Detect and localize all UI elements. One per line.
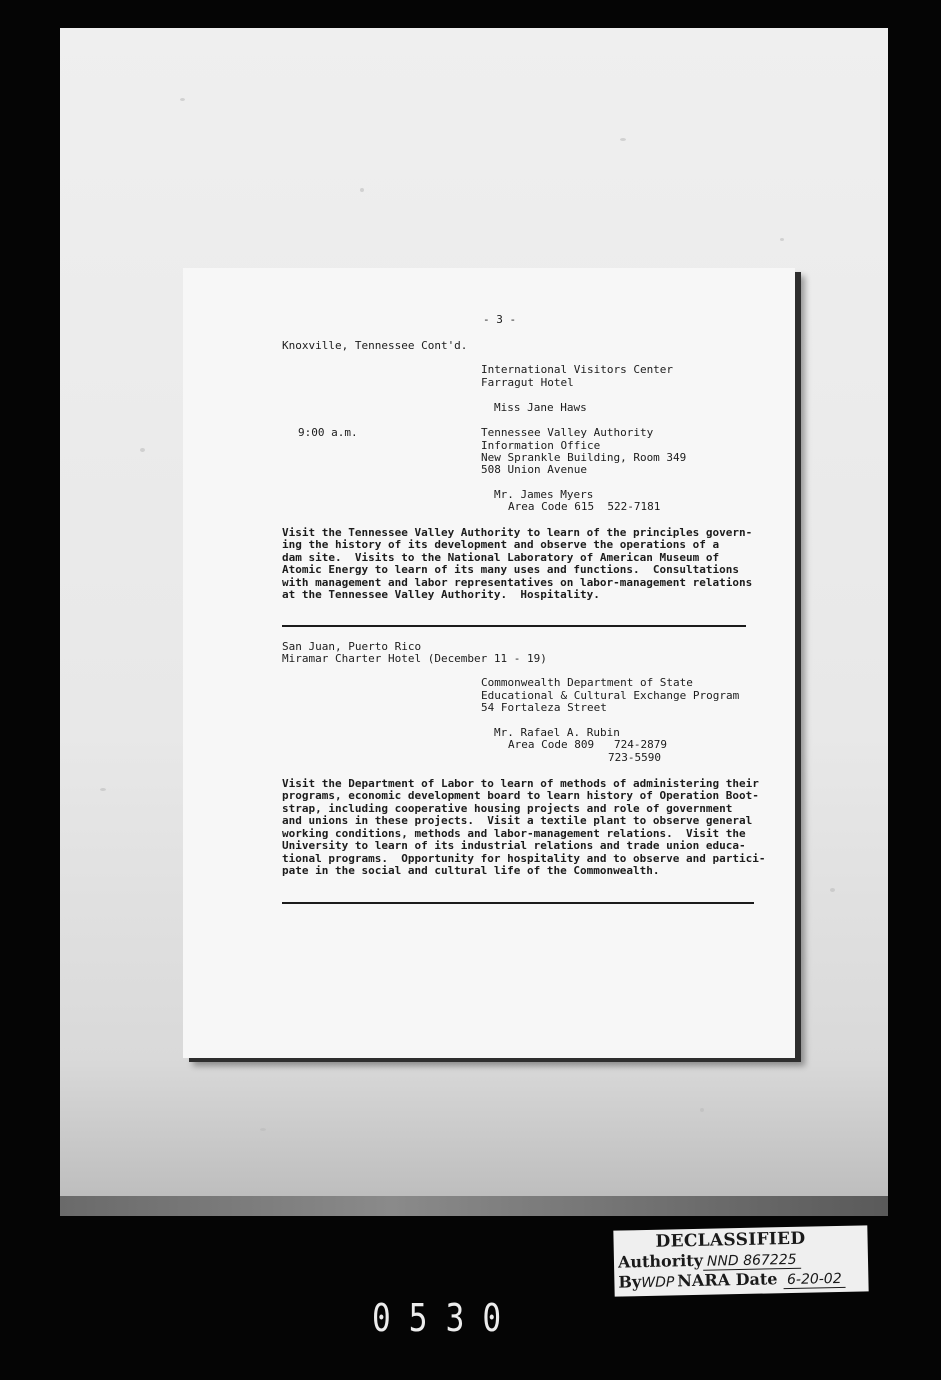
- paragraph-line: and unions in these projects. Visit a textile plant to observe general: [282, 814, 753, 827]
- paragraph-line: working conditions, methods and labor-management relations. Visit the: [282, 827, 746, 840]
- commonwealth-line-2: Educational & Cultural Exchange Program: [481, 689, 740, 702]
- tva-line-4: 508 Union Avenue: [481, 463, 587, 476]
- section-divider: [282, 625, 746, 627]
- contact-haws: Miss Jane Haws: [494, 401, 587, 414]
- typed-text: [183, 268, 795, 1058]
- phone-san-juan-1: Area Code 809 724-2879: [508, 738, 667, 751]
- declassified-stamp: [613, 1225, 868, 1296]
- stamp-authority: [618, 1249, 801, 1272]
- commonwealth-line-3: 54 Fortaleza Street: [481, 701, 607, 714]
- tva-line-1: Tennessee Valley Authority: [481, 426, 654, 439]
- date-label: NARA Date: [677, 1269, 778, 1291]
- stamp-by-date: [618, 1268, 846, 1292]
- meeting-time: 9:00 a.m.: [298, 426, 358, 439]
- paragraph-line: strap, including cooperative housing projects and role of government: [282, 802, 733, 815]
- paragraph-line: pate in the social and cultural life of the Commonwealth.: [282, 864, 660, 877]
- hotel-heading: Miramar Charter Hotel (December 11 - 19): [282, 652, 547, 665]
- film-edge-shadow: [60, 1196, 888, 1216]
- paragraph-line: University to learn of its industrial relations and trade union educa-: [282, 839, 746, 852]
- phone-san-juan-2: 723-5590: [608, 751, 661, 764]
- knoxville-heading: Knoxville, Tennessee Cont'd.: [282, 339, 468, 352]
- paragraph-line: tional programs. Opportunity for hospitality and to observe and partici-: [282, 852, 766, 865]
- tva-line-2: Information Office: [481, 439, 601, 452]
- paragraph-line: programs, economic development board to learn history of Operation Boot-: [282, 789, 759, 802]
- by-value: WDP: [641, 1274, 675, 1292]
- paragraph-line: with management and labor representatives on labor-management relations: [282, 576, 753, 589]
- document-page: [183, 268, 795, 1058]
- paragraph-line: Atomic Energy to learn of its many uses and functions. Consultations: [282, 563, 739, 576]
- stamp-title: DECLASSIFIED: [655, 1228, 806, 1252]
- paragraph-line: ing the history of its development and observe the operations of a: [282, 538, 720, 551]
- paragraph-line: at the Tennessee Valley Authority. Hospitality.: [282, 588, 600, 601]
- center-line-2: Farragut Hotel: [481, 376, 574, 389]
- authority-value: NND 867225: [703, 1252, 801, 1271]
- center-line-1: International Visitors Center: [481, 363, 674, 376]
- frame-number: 0530: [372, 1296, 520, 1340]
- paragraph-line: dam site. Visits to the National Laboratory of American Museum of: [282, 551, 720, 564]
- contact-rubin: Mr. Rafael A. Rubin: [494, 726, 620, 739]
- page-number: - 3 -: [483, 313, 517, 326]
- paragraph-line: Visit the Tennessee Valley Authority to learn of the principles govern-: [282, 526, 753, 539]
- commonwealth-line-1: Commonwealth Department of State: [481, 676, 693, 689]
- contact-myers: Mr. James Myers: [494, 488, 594, 501]
- paragraph-line: Visit the Department of Labor to learn of methods of administering their: [282, 777, 759, 790]
- date-value: 6-20-02: [783, 1271, 846, 1289]
- tva-line-3: New Sprankle Building, Room 349: [481, 451, 687, 464]
- phone-knoxville: Area Code 615 522-7181: [508, 500, 661, 513]
- section-divider: [282, 902, 754, 904]
- by-label: By: [618, 1272, 642, 1292]
- authority-label: Authority: [617, 1250, 704, 1272]
- san-juan-heading: San Juan, Puerto Rico: [282, 640, 422, 653]
